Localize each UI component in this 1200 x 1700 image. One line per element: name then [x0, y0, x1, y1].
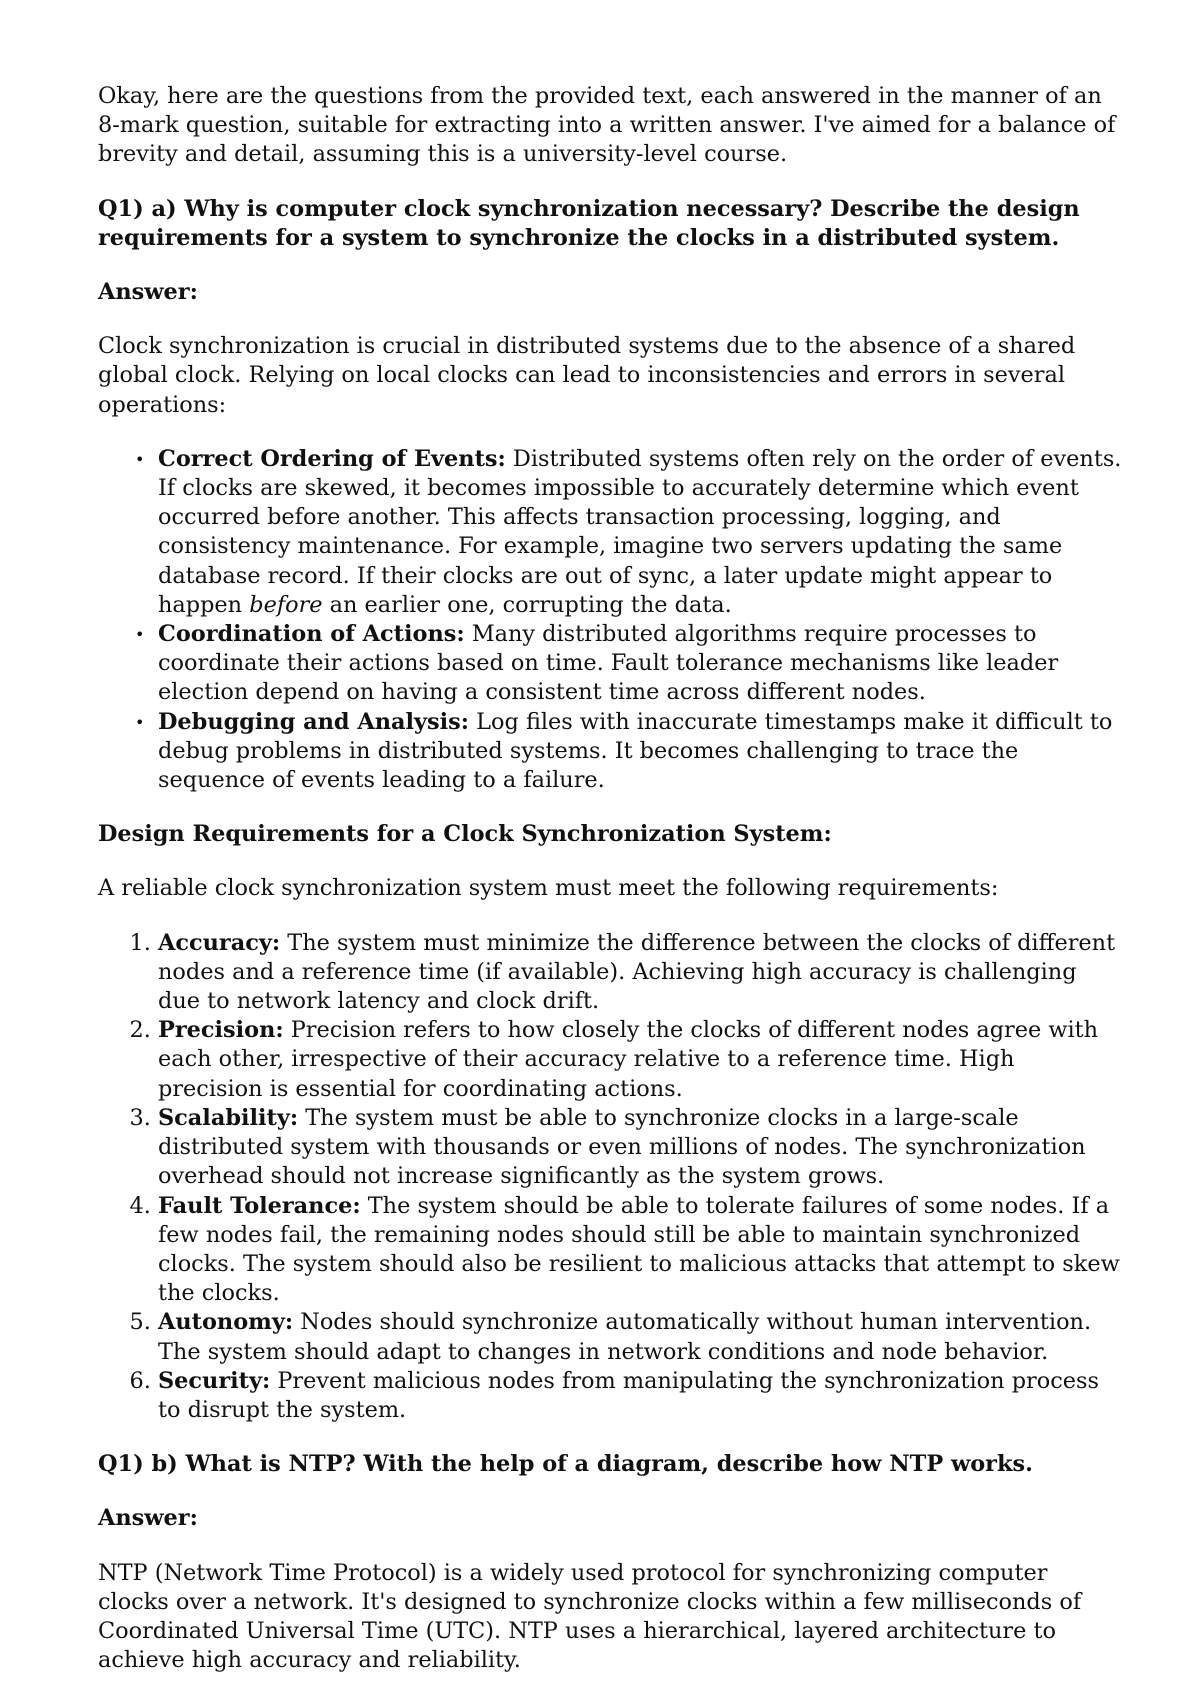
bullet-label: Correct Ordering of Events:: [158, 445, 506, 472]
requirement-text: The system should be able to tolerate failures of some nodes. If a few nodes fail, the remaining nodes should still be able to maintain synchronized clocks. The system should also be resilient to malicious attacks that attempt to skew the clocks.: [158, 1192, 1120, 1307]
question-q1a: Q1) a) Why is computer clock synchronization necessary? Describe the design requirements for a system to synchronize the clocks in a distributed system.: [98, 195, 1080, 251]
requirement-label: Security:: [158, 1367, 271, 1394]
list-item: [158, 1367, 1122, 1425]
answer-label-q1a: Answer:: [98, 279, 198, 306]
bullet-label: Coordination of Actions:: [158, 621, 465, 648]
list-item: [158, 620, 1122, 708]
reasons-list: [98, 445, 1122, 795]
bullet-text: Distributed systems often rely on the order of events. If clocks are skewed, it becomes impossible to accurately determine which event occurred before another. This affects transaction processing, logging, and consistency maintenance. For example, imagine two servers updating the same database record. If their clocks are out of sync, a later update might appear to happen: [158, 445, 1122, 618]
design-heading: Design Requirements for a Clock Synchronization System:: [98, 821, 832, 848]
requirements-list: [98, 929, 1122, 1425]
document-page: [98, 82, 1122, 1700]
requirement-text: Precision refers to how closely the clocks of different nodes agree with each other, irrespective of their accuracy relative to a reference time. High precision is essential for coordinating actions.: [158, 1017, 1099, 1102]
bullet-text: Many distributed algorithms require processes to coordinate their actions based on time. Fault tolerance mechanisms like leader election depend on having a consistent time across different nodes.: [158, 621, 1059, 706]
requirement-label: Fault Tolerance:: [158, 1192, 361, 1219]
list-item: [158, 1016, 1122, 1104]
requirement-label: Autonomy:: [158, 1309, 294, 1336]
answer-label-q1b: Answer:: [98, 1505, 198, 1532]
requirement-label: Precision:: [158, 1017, 284, 1044]
requirement-text: Nodes should synchronize automatically without human intervention. The system should adapt to changes in network conditions and node behavior.: [158, 1309, 1092, 1365]
list-item: [158, 445, 1122, 620]
requirement-text: Prevent malicious nodes from manipulating the synchronization process to disrupt the system.: [158, 1367, 1099, 1423]
requirement-text: The system must minimize the difference between the clocks of different nodes and a reference time (if available). Achieving high accuracy is challenging due to network latency and clock drift.: [158, 929, 1116, 1015]
bullet-text: Log files with inaccurate timestamps make it difficult to debug problems in distributed systems. It becomes challenging to trace the sequence of events leading to a failure.: [158, 708, 1113, 794]
list-item: [158, 1308, 1122, 1366]
bullet-emphasis: before: [249, 591, 323, 618]
requirement-label: Scalability:: [158, 1104, 299, 1131]
requirement-label: Accuracy:: [158, 929, 281, 956]
answer-paragraph-q1b: NTP (Network Time Protocol) is a widely used protocol for synchronizing computer clocks over a network. It's designed to synchronize clocks within a few milliseconds of Coordinated Universal Time (UTC). NTP uses a hierarchical, layered architecture to achieve high accuracy and reliability.: [98, 1559, 1082, 1674]
bullet-label: Debugging and Analysis:: [158, 708, 470, 735]
design-intro: A reliable clock synchronization system must meet the following requirements:: [98, 875, 999, 902]
list-item: [158, 1192, 1122, 1309]
question-q1b: Q1) b) What is NTP? With the help of a diagram, describe how NTP works.: [98, 1451, 1033, 1478]
requirement-text: The system must be able to synchronize clocks in a large-scale distributed system with thousands or even millions of nodes. The synchronization overhead should not increase significantly as the system grows.: [158, 1104, 1086, 1190]
list-item: [158, 929, 1122, 1017]
list-item: [158, 708, 1122, 796]
answer-paragraph-q1a: Clock synchronization is crucial in distributed systems due to the absence of a shared global clock. Relying on local clocks can lead to inconsistencies and errors in several operations:: [98, 333, 1076, 418]
bullet-text: an earlier one, corrupting the data.: [322, 591, 732, 618]
list-item: [158, 1104, 1122, 1192]
intro-paragraph: Okay, here are the questions from the provided text, each answered in the manner of an 8-mark question, suitable for extracting into a written answer. I've aimed for a balance of brevity and detail, assuming this is a university-level course.: [98, 83, 1116, 168]
